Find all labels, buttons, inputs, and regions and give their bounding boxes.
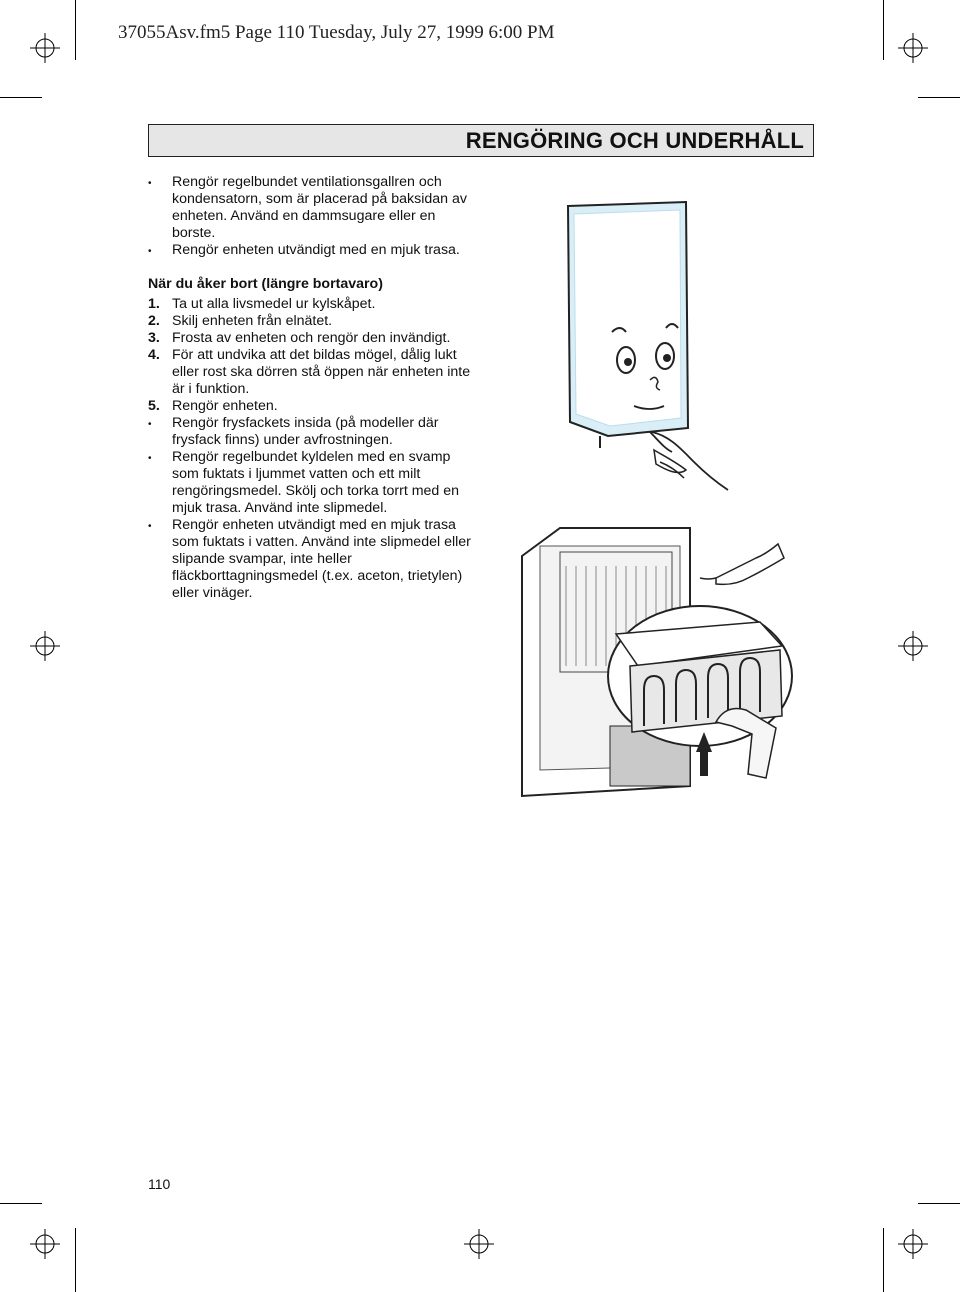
- step-text: Rengör enheten.: [172, 398, 278, 414]
- numbered-step: [148, 296, 478, 313]
- list-item: [148, 517, 478, 602]
- numbered-step: [148, 347, 478, 398]
- step-text: Frosta av enheten och rengör den invändigt.: [172, 330, 451, 346]
- registration-mark-icon: [30, 33, 60, 63]
- step-text: Skilj enheten från elnätet.: [172, 313, 333, 329]
- instructions-column: [148, 174, 478, 602]
- step-number: 2.: [148, 313, 160, 329]
- list-item: [148, 242, 478, 259]
- step-number: 3.: [148, 330, 160, 346]
- condenser-cleaning-illustration: [520, 526, 800, 800]
- crop-mark: [75, 0, 76, 60]
- page-number: 110: [148, 1176, 171, 1192]
- list-item: [148, 415, 478, 449]
- bullet-icon: •: [148, 178, 152, 189]
- step-text: Ta ut alla livsmedel ur kylskåpet.: [172, 296, 376, 312]
- registration-mark-icon: [464, 1229, 494, 1259]
- crop-mark: [883, 0, 884, 60]
- list-item-text: Rengör enheten utvändigt med en mjuk trasa som fuktats i vatten. Använd inte slipmedel eller slipande svampar, inte heller fläckborttagningsmedel (t.ex. aceton, trietylen) eller vinäger.: [172, 517, 471, 601]
- registration-mark-icon: [898, 1229, 928, 1259]
- numbered-step: [148, 398, 478, 415]
- numbered-step: [148, 330, 478, 347]
- crop-mark: [0, 1203, 42, 1204]
- bullet-icon: •: [148, 419, 152, 430]
- bullet-icon: •: [148, 246, 152, 257]
- subheading: När du åker bort (längre bortavaro): [148, 276, 383, 292]
- list-item-text: Rengör frysfackets insida (på modeller där frysfack finns) under avfrostningen.: [172, 415, 439, 448]
- numbered-step: [148, 313, 478, 330]
- registration-mark-icon: [30, 631, 60, 661]
- step-text: För att undvika att det bildas mögel, dålig lukt eller rost ska dörren stå öppen när enheten inte är i funktion.: [172, 347, 471, 397]
- list-item-text: Rengör regelbundet kyldelen med en svamp som fuktats i ljummet vatten och ett milt rengöringsmedel. Skölj och torka torrt med en mjuk trasa. Använd inte slipmedel.: [172, 449, 460, 516]
- crop-mark: [918, 1203, 960, 1204]
- bullet-icon: •: [148, 521, 152, 532]
- step-number: 1.: [148, 296, 160, 312]
- registration-mark-icon: [30, 1229, 60, 1259]
- registration-mark-icon: [898, 631, 928, 661]
- bullet-icon: •: [148, 453, 152, 464]
- list-item: [148, 174, 478, 242]
- crop-mark: [918, 97, 960, 98]
- step-number: 5.: [148, 398, 160, 414]
- section-title: RENGÖRING OCH UNDERHÅLL: [465, 128, 804, 153]
- print-header: 37055Asv.fm5 Page 110 Tuesday, July 27, 1999 6:00 PM: [118, 22, 555, 43]
- crop-mark: [883, 1228, 884, 1292]
- list-item: [148, 449, 478, 517]
- step-number: 4.: [148, 347, 160, 363]
- refrigerator-face-illustration: [560, 200, 730, 500]
- list-item-text: Rengör enheten utvändigt med en mjuk trasa.: [172, 242, 460, 258]
- crop-mark: [75, 1228, 76, 1292]
- crop-mark: [0, 97, 42, 98]
- list-item-text: Rengör regelbundet ventilationsgallren och kondensatorn, som är placerad på baksidan av enheten. Använd en dammsugare eller en borste.: [172, 174, 467, 241]
- registration-mark-icon: [898, 33, 928, 63]
